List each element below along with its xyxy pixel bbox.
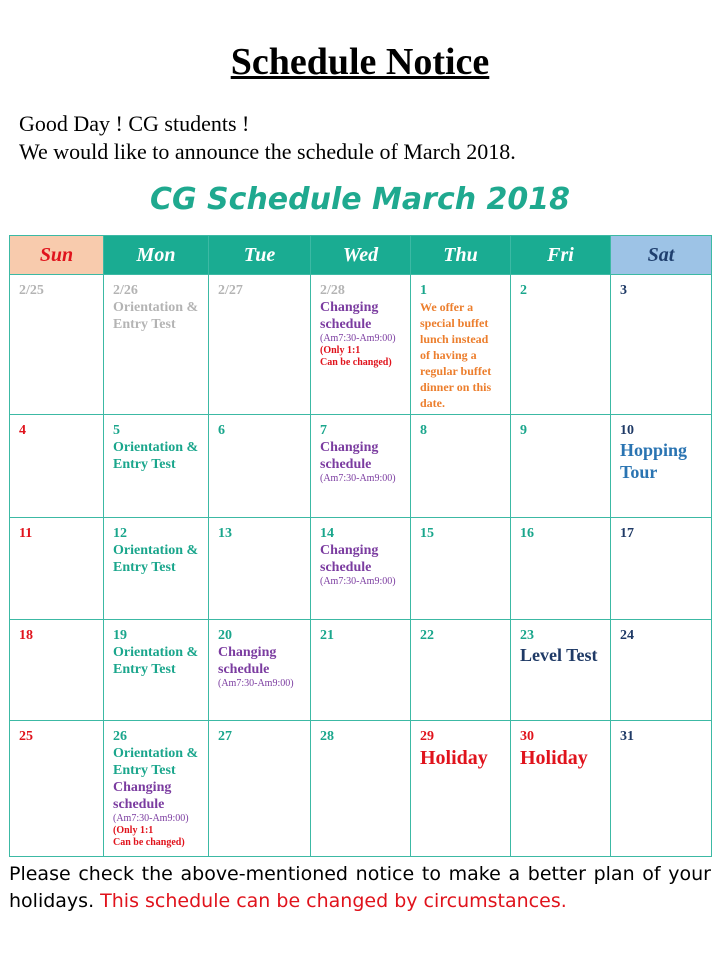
greeting-line-2: We would like to announce the schedule of March 2018.	[19, 139, 516, 164]
day-cell	[311, 721, 411, 857]
event-time: (Am7:30-Am9:00)	[218, 678, 294, 689]
event-label: Changing schedule	[320, 440, 379, 472]
event-time: (Am7:30-Am9:00)	[320, 576, 396, 587]
week-row	[10, 275, 712, 415]
day-cell	[10, 275, 104, 415]
event-label: We offer a special buffet lunch instead of having a regular buffet dinner on this date.	[420, 300, 492, 410]
week-row	[10, 415, 712, 518]
event-time: (Am7:30-Am9:00)	[320, 333, 396, 344]
event-label: Holiday	[420, 747, 488, 769]
event-note: (Only 1:1	[320, 345, 361, 356]
greeting	[19, 110, 516, 166]
event-time: (Am7:30-Am9:00)	[320, 473, 396, 484]
day-cell	[209, 620, 311, 721]
weekday-sat: Sat	[611, 236, 712, 275]
day-number: 19	[113, 628, 127, 643]
day-number: 29	[420, 729, 434, 744]
day-number: 2/28	[320, 283, 345, 298]
day-cell	[611, 275, 712, 415]
day-cell	[511, 275, 611, 415]
day-cell	[10, 721, 104, 857]
event-note: Can be changed)	[320, 357, 392, 368]
day-number: 25	[19, 729, 33, 744]
day-number: 13	[218, 526, 232, 541]
day-number: 2	[520, 283, 527, 298]
day-number: 17	[620, 526, 634, 541]
day-cell	[611, 620, 712, 721]
week-row	[10, 721, 712, 857]
day-cell	[209, 518, 311, 620]
day-number: 27	[218, 729, 232, 744]
event-label: Changing schedule	[320, 300, 379, 332]
day-cell	[511, 721, 611, 857]
footer-warning: This schedule can be changed by circumstances.	[100, 890, 567, 912]
day-cell	[611, 415, 712, 518]
day-number: 5	[113, 423, 120, 438]
day-number: 18	[19, 628, 33, 643]
day-number: 10	[620, 423, 634, 438]
day-number: 1	[420, 283, 427, 298]
day-number: 6	[218, 423, 225, 438]
day-cell	[10, 518, 104, 620]
page-title: Schedule Notice	[230, 41, 490, 83]
day-cell	[611, 518, 712, 620]
footer-text: Please check the above-mentioned notice to make a better plan of your holidays.	[9, 863, 711, 912]
day-number: 16	[520, 526, 534, 541]
event-label: Orientation & Entry Test	[113, 440, 199, 472]
day-number: 8	[420, 423, 427, 438]
greeting-line-1: Good Day ! CG students !	[19, 111, 250, 136]
day-cell	[104, 518, 209, 620]
day-cell	[104, 620, 209, 721]
weekday-header-row	[10, 236, 712, 275]
day-number: 20	[218, 628, 232, 643]
day-cell	[611, 721, 712, 857]
day-number: 9	[520, 423, 527, 438]
day-number: 2/25	[19, 283, 44, 298]
day-number: 30	[520, 729, 534, 744]
day-cell	[411, 275, 511, 415]
day-number: 14	[320, 526, 334, 541]
weekday-sun: Sun	[10, 236, 104, 275]
weekday-thu: Thu	[411, 236, 511, 275]
event-label: Changing schedule	[320, 543, 379, 575]
day-cell	[311, 518, 411, 620]
week-row	[10, 620, 712, 721]
day-number: 28	[320, 729, 334, 744]
day-number: 7	[320, 423, 327, 438]
day-cell	[411, 620, 511, 721]
day-number: 2/26	[113, 283, 138, 298]
event-label: Changing schedule	[218, 645, 277, 677]
day-number: 23	[520, 628, 534, 643]
day-cell	[411, 721, 511, 857]
footer-notice	[9, 861, 711, 915]
day-cell	[104, 721, 209, 857]
event-label: Orientation & Entry Test	[113, 543, 199, 575]
day-cell	[209, 415, 311, 518]
calendar-title: CG Schedule March 2018	[149, 182, 571, 217]
day-cell	[511, 415, 611, 518]
day-number: 11	[19, 526, 33, 541]
day-cell	[10, 620, 104, 721]
week-row	[10, 518, 712, 620]
calendar-table	[9, 235, 712, 857]
day-cell	[511, 518, 611, 620]
day-cell	[209, 275, 311, 415]
day-number: 22	[420, 628, 434, 643]
weekday-tue: Tue	[209, 236, 311, 275]
day-number: 31	[620, 729, 634, 744]
day-number: 15	[420, 526, 434, 541]
day-cell	[104, 415, 209, 518]
event-label: Orientation & Entry Test	[113, 746, 199, 778]
weekday-fri: Fri	[511, 236, 611, 275]
day-cell	[311, 620, 411, 721]
day-number: 26	[113, 729, 127, 744]
event-time: (Am7:30-Am9:00)	[113, 813, 189, 824]
event-label: Orientation & Entry Test	[113, 300, 199, 332]
event-label: Holiday	[520, 747, 588, 769]
event-label: Orientation & Entry Test	[113, 645, 199, 677]
day-cell	[104, 275, 209, 415]
day-number: 24	[620, 628, 634, 643]
weekday-mon: Mon	[104, 236, 209, 275]
day-number: 21	[320, 628, 334, 643]
day-number: 2/27	[218, 283, 243, 298]
event-label: Hopping Tour	[620, 440, 688, 482]
day-number: 4	[19, 423, 26, 438]
day-cell	[311, 275, 411, 415]
day-cell	[411, 415, 511, 518]
day-number: 3	[620, 283, 627, 298]
event-note: Can be changed)	[113, 837, 185, 848]
event-label: Changing schedule	[113, 780, 172, 812]
day-number: 12	[113, 526, 127, 541]
day-cell	[209, 721, 311, 857]
event-label: Level Test	[520, 645, 598, 665]
day-cell	[411, 518, 511, 620]
event-note: (Only 1:1	[113, 825, 154, 836]
day-cell	[511, 620, 611, 721]
day-cell	[10, 415, 104, 518]
day-cell	[311, 415, 411, 518]
weekday-wed: Wed	[311, 236, 411, 275]
